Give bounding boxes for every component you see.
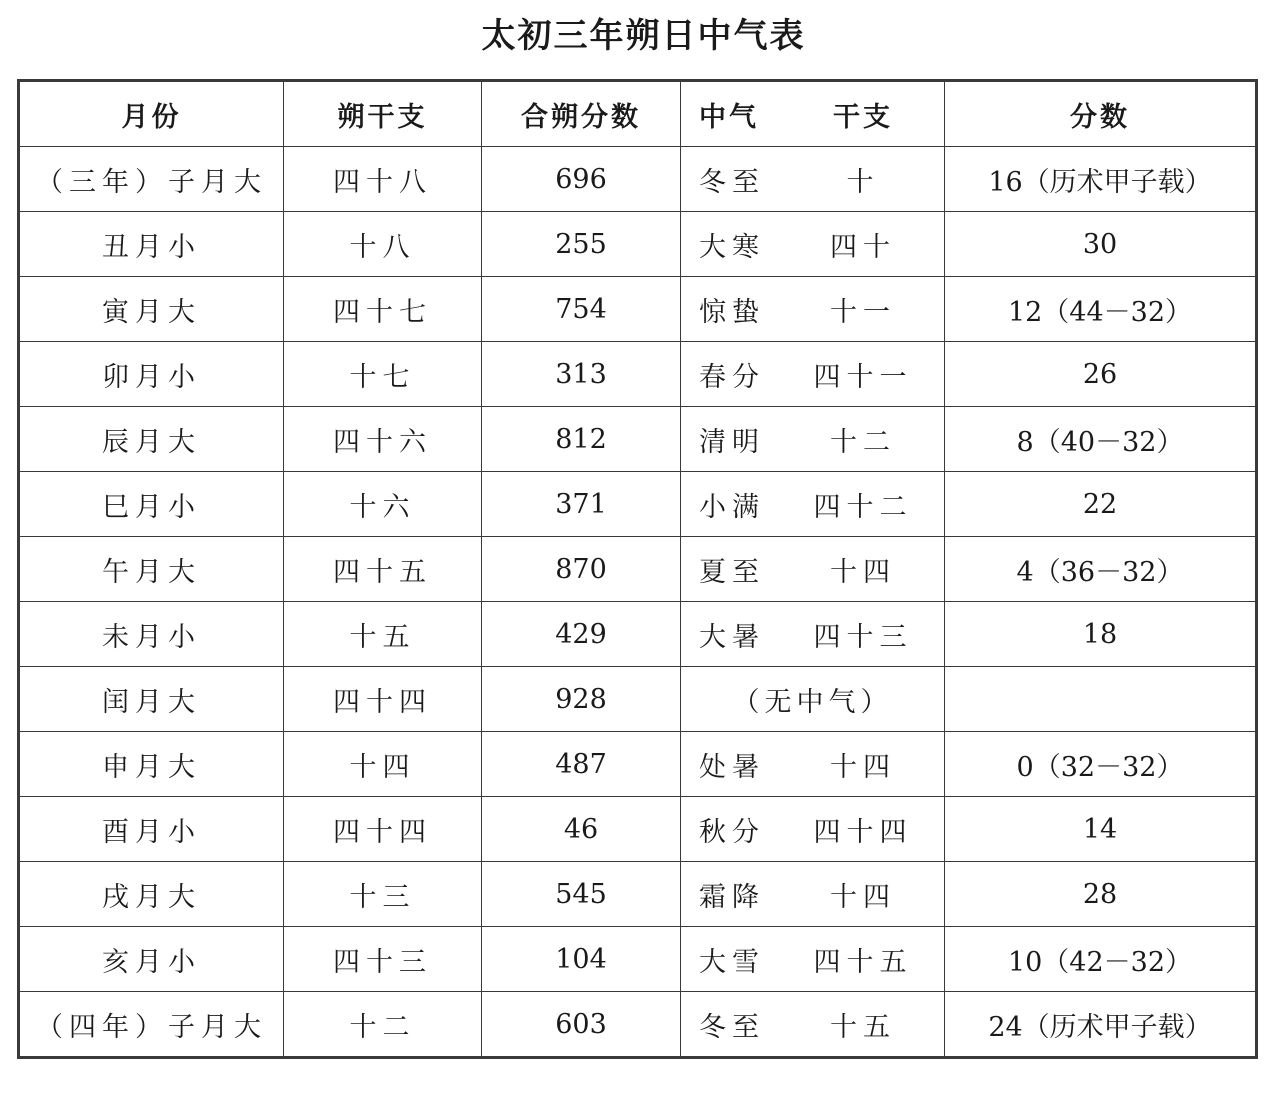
table-row [19,537,1257,602]
cell-zhongqi-ganzhi: 十四 [830,881,896,913]
cell-shuo-ganzhi: 十三 [284,862,482,927]
cell-fenshu: 22 [945,472,1257,537]
cell-shuo-ganzhi: 十八 [284,212,482,277]
cell-fenshu: 0（32－32） [945,732,1257,797]
cell-month: 酉月小 [19,797,284,862]
cell-month: 申月大 [19,732,284,797]
cell-zhongqi-group [681,472,945,537]
header-row [19,81,1257,147]
cell-zhongqi-group [681,797,945,862]
cell-zhongqi: 夏至 [699,556,765,588]
cell-zhongqi-ganzhi: 四十一 [813,361,913,393]
cell-fenshu: 10（42－32） [945,927,1257,992]
cell-no-zhongqi: （无中气） [681,667,945,732]
cell-month: 闰月大 [19,667,284,732]
cell-heshuo: 46 [482,797,681,862]
header-ganzhi: 干支 [833,101,893,133]
cell-fenshu: 24（历术甲子载） [945,992,1257,1058]
table-row [19,212,1257,277]
cell-zhongqi-ganzhi: 四十四 [813,816,913,848]
cell-shuo-ganzhi: 四十五 [284,537,482,602]
cell-zhongqi: 清明 [699,426,765,458]
cell-zhongqi-group [681,147,945,212]
cell-heshuo: 429 [482,602,681,667]
cell-fenshu: 28 [945,862,1257,927]
cell-shuo-ganzhi: 十七 [284,342,482,407]
cell-month: （四年）子月大 [19,992,284,1058]
table-row [19,992,1257,1058]
cell-heshuo: 487 [482,732,681,797]
cell-zhongqi-ganzhi: 十二 [830,426,896,458]
cell-heshuo: 870 [482,537,681,602]
cell-zhongqi-group [681,862,945,927]
cell-heshuo: 696 [482,147,681,212]
cell-zhongqi: 大暑 [699,621,765,653]
cell-shuo-ganzhi: 四十六 [284,407,482,472]
header-month: 月份 [19,81,284,147]
cell-zhongqi-ganzhi: 十四 [830,751,896,783]
cell-zhongqi-group [681,277,945,342]
cell-zhongqi: 大寒 [699,231,765,263]
table-row [19,732,1257,797]
cell-zhongqi: 小满 [699,491,765,523]
header-shuo-ganzhi: 朔干支 [284,81,482,147]
cell-zhongqi-group [681,992,945,1058]
cell-heshuo: 928 [482,667,681,732]
table-row [19,927,1257,992]
cell-month: （三年）子月大 [19,147,284,212]
cell-fenshu [945,667,1257,732]
cell-fenshu: 16（历术甲子载） [945,147,1257,212]
cell-month: 寅月大 [19,277,284,342]
cell-month: 丑月小 [19,212,284,277]
cell-zhongqi-group [681,602,945,667]
cell-heshuo: 545 [482,862,681,927]
cell-heshuo: 371 [482,472,681,537]
table-row [19,342,1257,407]
cell-zhongqi-group [681,732,945,797]
header-zhongqi-group [681,81,945,147]
cell-zhongqi-ganzhi: 十五 [830,1011,896,1043]
cell-month: 午月大 [19,537,284,602]
cell-fenshu: 30 [945,212,1257,277]
cell-month: 卯月小 [19,342,284,407]
cell-zhongqi: 冬至 [699,1011,765,1043]
cell-heshuo: 754 [482,277,681,342]
cell-fenshu: 26 [945,342,1257,407]
cell-shuo-ganzhi: 十六 [284,472,482,537]
cell-zhongqi: 春分 [699,361,765,393]
table-row [19,407,1257,472]
header-zhongqi: 中气 [699,101,759,133]
cell-zhongqi-ganzhi: 四十二 [813,491,913,523]
cell-zhongqi-ganzhi: 十四 [830,556,896,588]
cell-month: 巳月小 [19,472,284,537]
header-fenshu: 分数 [945,81,1257,147]
cell-heshuo: 104 [482,927,681,992]
cell-heshuo: 255 [482,212,681,277]
cell-zhongqi-ganzhi: 四十 [830,231,896,263]
table-row [19,797,1257,862]
table-row [19,602,1257,667]
cell-zhongqi-ganzhi: 十一 [830,296,896,328]
calendar-table [17,79,1258,1059]
cell-month: 辰月大 [19,407,284,472]
cell-fenshu: 12（44－32） [945,277,1257,342]
cell-heshuo: 603 [482,992,681,1058]
cell-shuo-ganzhi: 四十八 [284,147,482,212]
cell-month: 未月小 [19,602,284,667]
cell-zhongqi-ganzhi: 十 [846,166,880,198]
cell-fenshu: 8（40－32） [945,407,1257,472]
cell-heshuo: 812 [482,407,681,472]
cell-shuo-ganzhi: 四十七 [284,277,482,342]
cell-zhongqi: 处暑 [699,751,765,783]
cell-shuo-ganzhi: 四十四 [284,797,482,862]
cell-zhongqi: 冬至 [699,166,765,198]
table-row [19,147,1257,212]
cell-zhongqi-group [681,407,945,472]
table-row [19,862,1257,927]
cell-fenshu: 4（36－32） [945,537,1257,602]
cell-zhongqi-ganzhi: 四十五 [813,946,913,978]
cell-zhongqi: 大雪 [699,946,765,978]
cell-zhongqi-group [681,927,945,992]
table-title: 太初三年朔日中气表 [481,16,806,56]
table-row [19,472,1257,537]
header-heshuo: 合朔分数 [482,81,681,147]
cell-zhongqi: 惊蛰 [699,296,765,328]
table-row [19,667,1257,732]
cell-zhongqi-group [681,212,945,277]
cell-fenshu: 18 [945,602,1257,667]
cell-zhongqi-group [681,342,945,407]
cell-zhongqi: 霜降 [699,881,765,913]
cell-heshuo: 313 [482,342,681,407]
cell-month: 亥月小 [19,927,284,992]
cell-shuo-ganzhi: 四十四 [284,667,482,732]
cell-shuo-ganzhi: 十二 [284,992,482,1058]
cell-zhongqi-group [681,537,945,602]
table-row [19,277,1257,342]
cell-zhongqi-ganzhi: 四十三 [813,621,913,653]
cell-shuo-ganzhi: 十五 [284,602,482,667]
cell-zhongqi: 秋分 [699,816,765,848]
cell-fenshu: 14 [945,797,1257,862]
cell-month: 戌月大 [19,862,284,927]
cell-shuo-ganzhi: 四十三 [284,927,482,992]
cell-shuo-ganzhi: 十四 [284,732,482,797]
